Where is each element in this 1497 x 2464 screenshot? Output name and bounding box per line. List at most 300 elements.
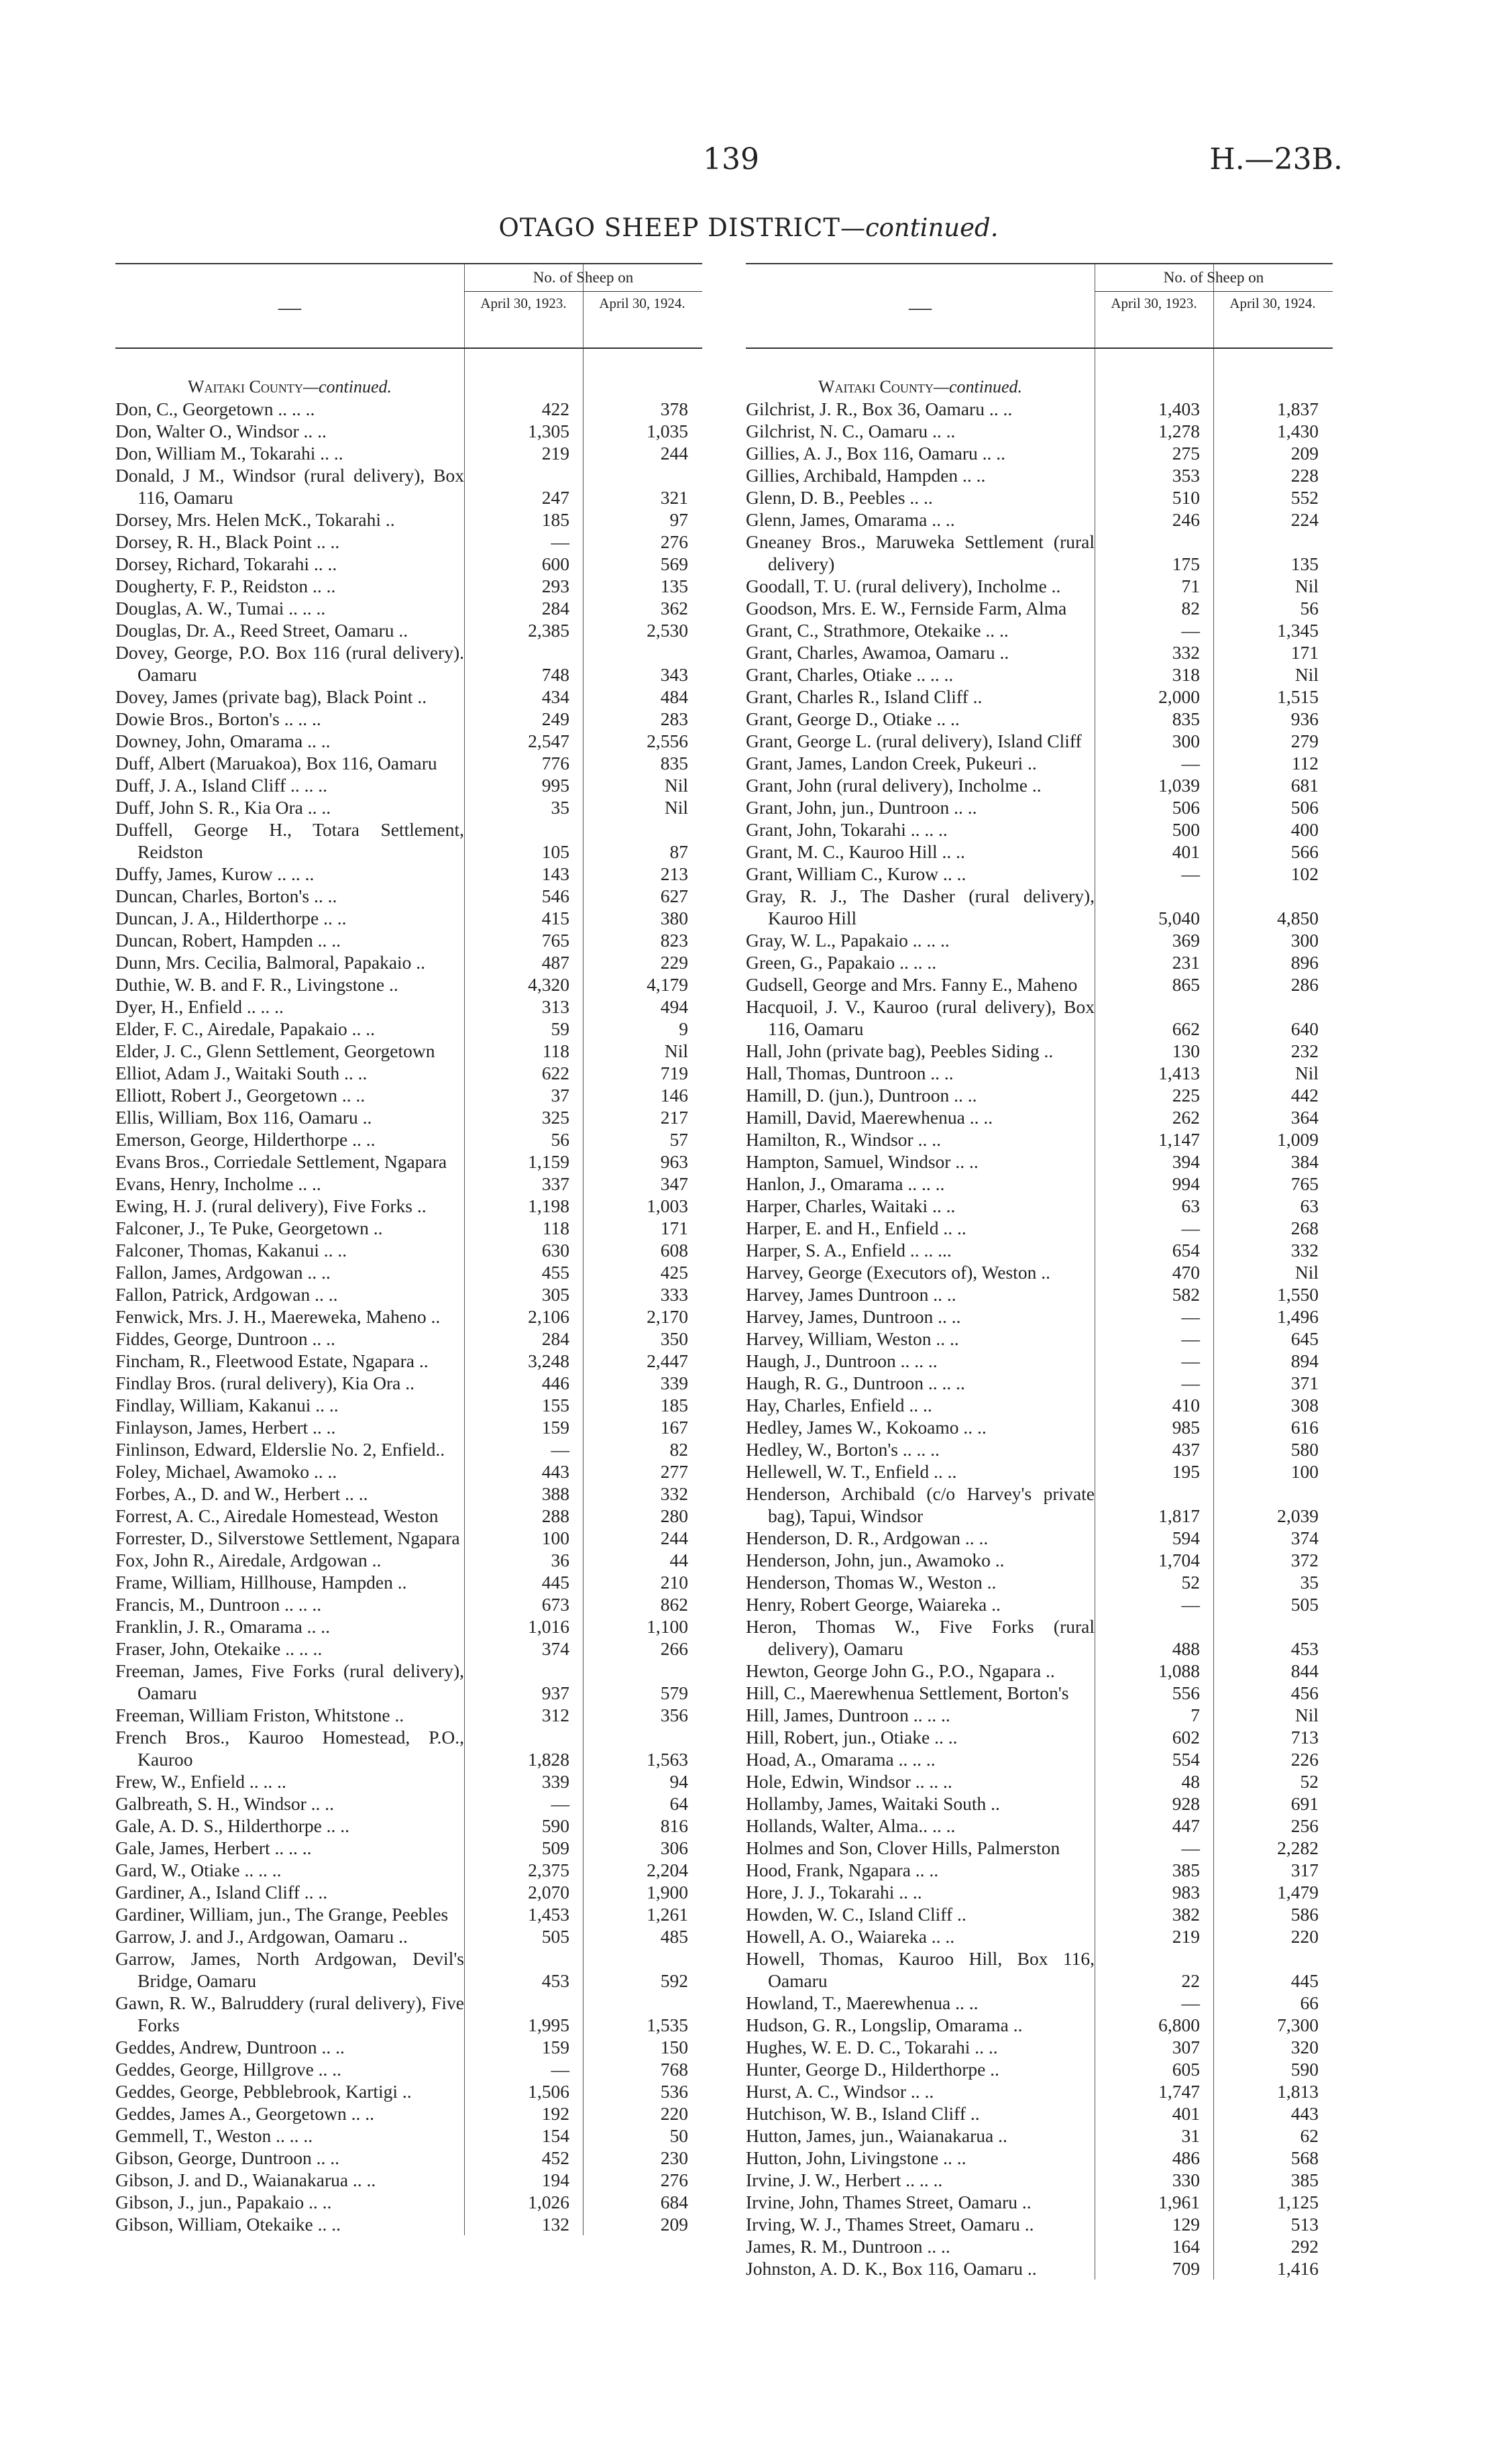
table-row	[115, 1792, 702, 1815]
owner-name: Francis, M., Duntroon .. .. ..	[115, 1594, 322, 1615]
sheep-1924: 277	[660, 1461, 688, 1482]
table-row	[746, 1815, 1333, 1837]
sheep-1924: 171	[660, 1218, 688, 1238]
table-row	[115, 1372, 702, 1394]
owner-name: Glenn, D. B., Peebles .. ..	[746, 487, 933, 508]
owner-name: Duffell, George H., Totara Settlement, Reidston	[115, 819, 464, 862]
owner-name: Dorsey, R. H., Black Point .. ..	[115, 531, 340, 552]
owner-name: Grant, M. C., Kauroo Hill .. ..	[746, 841, 965, 862]
sheep-1924: 506	[1290, 797, 1319, 818]
sheep-1924: 171	[1290, 642, 1319, 663]
table-row	[746, 1903, 1333, 1925]
sheep-1923: 776	[541, 753, 569, 773]
sheep-1924: 112	[1291, 753, 1319, 773]
owner-name: Hampton, Samuel, Windsor .. ..	[746, 1151, 979, 1172]
table-row	[115, 730, 702, 752]
section-name: Waitaki County	[818, 377, 934, 396]
sheep-1924: 320	[1290, 2037, 1319, 2057]
sheep-1924: 2,447	[647, 1350, 688, 1371]
sheep-1923: 928	[1172, 1793, 1200, 1814]
sheep-count-group-header: No. of Sheep on	[464, 264, 702, 292]
owner-name: Elder, F. C., Airedale, Papakaio .. ..	[115, 1018, 375, 1039]
owner-name: Gibson, J. and D., Waianakarua .. ..	[115, 2170, 376, 2190]
sheep-1923: —	[1181, 1373, 1200, 1393]
sheep-1924: 719	[660, 1063, 688, 1083]
owner-name: Goodall, T. U. (rural delivery), Incholme ..	[746, 576, 1061, 596]
table-row	[115, 575, 702, 597]
table-row	[746, 2235, 1333, 2257]
sheep-1924: 443	[1290, 2103, 1319, 2124]
owner-name: Hood, Frank, Ngapara .. ..	[746, 1860, 939, 1880]
owner-name: Harper, E. and H., Enfield .. ..	[746, 1218, 966, 1238]
table-row	[746, 2080, 1333, 2102]
sheep-1924: 456	[1290, 1682, 1319, 1703]
sheep-1924: 87	[669, 841, 688, 862]
owner-name: Grant, Charles R., Island Cliff ..	[746, 686, 983, 707]
owner-name: Gale, James, Herbert .. .. ..	[115, 1837, 312, 1858]
sheep-1924: 276	[660, 2170, 688, 2190]
sheep-1923: —	[1181, 620, 1200, 641]
sheep-1923: 470	[1172, 1262, 1200, 1283]
sheep-1923: 22	[1181, 1970, 1200, 1991]
sheep-1924: 1,515	[1277, 686, 1319, 707]
table-row	[746, 951, 1333, 973]
owner-name: Evans, Henry, Incholme .. ..	[115, 1173, 321, 1194]
sheep-1924: 362	[660, 598, 688, 619]
table-row	[746, 619, 1333, 641]
sheep-1924: 66	[1300, 1992, 1319, 2013]
table-row	[115, 420, 702, 442]
table-row	[115, 2102, 702, 2125]
sheep-1923: —	[1181, 863, 1200, 884]
table-row	[115, 1217, 702, 1239]
page-number: 139	[703, 142, 759, 176]
sheep-1923: 155	[541, 1395, 569, 1415]
owner-name: Dyer, H., Enfield .. .. ..	[115, 996, 284, 1017]
sheep-1924: 280	[660, 1505, 688, 1526]
owner-name: Fincham, R., Fleetwood Estate, Ngapara ..	[115, 1350, 429, 1371]
sheep-1924: Nil	[1294, 1262, 1319, 1283]
owner-name: Fallon, Patrick, Ardgowan .. ..	[115, 1284, 338, 1305]
owner-name: Harvey, William, Weston .. ..	[746, 1328, 959, 1349]
sheep-1923: 453	[541, 1970, 569, 1991]
table-body	[115, 349, 702, 2235]
sheep-1924: 268	[1290, 1218, 1319, 1238]
table-row	[746, 1195, 1333, 1217]
sheep-1923: 249	[541, 708, 569, 729]
owner-name: Hall, John (private bag), Peebles Siding ..	[746, 1040, 1054, 1061]
owner-name: Hill, Robert, jun., Otiake .. ..	[746, 1727, 958, 1748]
right-table	[746, 263, 1333, 2280]
section-heading	[115, 376, 464, 398]
sheep-1923: 506	[1172, 797, 1200, 818]
sheep-1924: 645	[1290, 1328, 1319, 1349]
sheep-1924: 1,813	[1277, 2081, 1319, 2102]
table-row	[115, 1615, 702, 1638]
owner-name: Gemmell, T., Weston .. .. ..	[115, 2125, 313, 2146]
table-row	[115, 774, 702, 796]
owner-name: Fraser, John, Otekaike .. .. ..	[115, 1638, 323, 1659]
table-row	[115, 553, 702, 575]
sheep-count-group-header: No. of Sheep on	[1095, 264, 1333, 292]
sheep-1924: 1,535	[647, 2015, 688, 2035]
sheep-1924: 256	[1290, 1815, 1319, 1836]
table-row	[746, 1084, 1333, 1106]
sheep-1924: 306	[660, 1837, 688, 1858]
sheep-1923: 1,413	[1158, 1063, 1200, 1083]
owner-name: Gibson, J., jun., Papakaio .. ..	[115, 2192, 332, 2212]
table-row	[746, 597, 1333, 619]
owner-name: Forrest, A. C., Airedale Homestead, Weston	[115, 1505, 439, 1526]
owner-name: Gray, W. L., Papakaio .. .. ..	[746, 930, 950, 951]
owner-name: Hedley, W., Borton's .. .. ..	[746, 1439, 940, 1460]
table-row	[115, 1394, 702, 1416]
table-row	[115, 442, 702, 464]
owner-name: Garrow, James, North Ardgowan, Devil's Bridge, Oamaru	[115, 1948, 464, 1991]
owner-name: Dorsey, Richard, Tokarahi .. ..	[115, 553, 337, 574]
table-row	[115, 907, 702, 929]
sheep-1923: 2,070	[528, 1882, 569, 1903]
owner-name: Ewing, H. J. (rural delivery), Five Forks ..	[115, 1195, 427, 1216]
table-row	[115, 1350, 702, 1372]
owner-name: Hacquoil, J. V., Kauroo (rural delivery), Box 116, Oamaru	[746, 996, 1095, 1039]
sheep-1923: 1,704	[1158, 1550, 1200, 1570]
table-row	[115, 2147, 702, 2169]
sheep-1923: 446	[541, 1373, 569, 1393]
sheep-1923: —	[1181, 1992, 1200, 2013]
owner-name: Hore, J. J., Tokarahi .. ..	[746, 1882, 922, 1903]
table-row	[115, 2080, 702, 2102]
owner-name: Dovey, James (private bag), Black Point ..	[115, 686, 427, 707]
owner-name: Irving, W. J., Thames Street, Oamaru ..	[746, 2214, 1034, 2235]
table-row	[746, 1859, 1333, 1881]
sheep-1923: 505	[541, 1926, 569, 1947]
sheep-1924: 229	[660, 952, 688, 973]
sheep-1924: 442	[1290, 1085, 1319, 1106]
sheep-1923: 1,995	[528, 2015, 569, 2035]
owner-name: Hutton, John, Livingstone .. ..	[746, 2147, 966, 2168]
owner-name: Gudsell, George and Mrs. Fanny E., Maheno	[746, 974, 1078, 995]
sheep-1923: 35	[551, 797, 569, 818]
owner-name: Gibson, William, Otekaike .. ..	[115, 2214, 341, 2235]
owner-name: Hollamby, James, Waitaki South ..	[746, 1793, 1000, 1814]
table-row	[746, 442, 1333, 464]
table-row	[746, 686, 1333, 708]
owner-name: Harper, S. A., Enfield .. .. ...	[746, 1240, 952, 1261]
sheep-1923: 445	[541, 1572, 569, 1593]
owner-name: Gray, R. J., The Dasher (rural delivery), Kauroo Hill	[746, 886, 1095, 928]
owner-name: Hamill, David, Maerewhenua .. ..	[746, 1107, 993, 1128]
owner-name: Grant, C., Strathmore, Otekaike .. ..	[746, 620, 1009, 641]
owner-name: Harvey, James, Duntroon .. ..	[746, 1306, 961, 1327]
table-row	[746, 1660, 1333, 1682]
table-row	[115, 996, 702, 1018]
sheep-1923: 5,040	[1158, 908, 1200, 928]
table-row	[115, 1040, 702, 1062]
sheep-1923: 455	[541, 1262, 569, 1283]
table-row	[746, 2257, 1333, 2280]
owner-name: Emerson, George, Hilderthorpe .. ..	[115, 1129, 376, 1150]
sheep-1924: 232	[1290, 1040, 1319, 1061]
owner-name: Frame, William, Hillhouse, Hampden ..	[115, 1572, 407, 1593]
owner-name: Fox, John R., Airedale, Ardgowan ..	[115, 1550, 382, 1570]
sheep-1923: 275	[1172, 443, 1200, 464]
sheep-1924: Nil	[664, 797, 688, 818]
sheep-1923: —	[1181, 1837, 1200, 1858]
table-row	[746, 1305, 1333, 1328]
table-row	[115, 641, 702, 686]
table-row	[746, 1549, 1333, 1571]
sheep-1923: 305	[541, 1284, 569, 1305]
sheep-1924: 580	[1290, 1439, 1319, 1460]
table-row	[746, 2213, 1333, 2235]
sheep-1924: 1,009	[1277, 1129, 1319, 1150]
sheep-1923: 195	[1172, 1461, 1200, 1482]
owner-name: Irvine, J. W., Herbert .. .. ..	[746, 2170, 943, 2190]
owner-name: Forrester, D., Silverstowe Settlement, Ngapara	[115, 1528, 460, 1548]
table-row	[746, 841, 1333, 863]
owner-name: Hughes, W. E. D. C., Tokarahi .. ..	[746, 2037, 998, 2057]
sheep-1924: 332	[660, 1483, 688, 1504]
owner-name: Duthie, W. B. and F. R., Livingstone ..	[115, 974, 398, 995]
table-row	[746, 1239, 1333, 1261]
sheep-1924: 57	[669, 1129, 688, 1150]
column-header-1924: April 30, 1924.	[1229, 295, 1316, 311]
owner-name: Geddes, Andrew, Duntroon .. ..	[115, 2037, 345, 2057]
owner-name: Douglas, Dr. A., Reed Street, Oamaru ..	[115, 620, 408, 641]
sheep-1924: 684	[660, 2192, 688, 2212]
sheep-1923: 143	[541, 863, 569, 884]
table-body	[746, 349, 1333, 2280]
sheep-1923: 995	[541, 775, 569, 796]
table-row	[115, 1173, 702, 1195]
sheep-1923: 2,385	[528, 620, 569, 641]
sheep-1923: 622	[541, 1063, 569, 1083]
sheep-1923: 452	[541, 2147, 569, 2168]
sheep-1924: 765	[1290, 1173, 1319, 1194]
sheep-1924: 356	[660, 1705, 688, 1725]
sheep-1923: 1,026	[528, 2192, 569, 2212]
sheep-1923: 2,375	[528, 1860, 569, 1880]
table-row	[746, 1173, 1333, 1195]
sheep-1924: 167	[660, 1417, 688, 1438]
table-row	[115, 1483, 702, 1505]
sheep-1924: 102	[1290, 863, 1319, 884]
table-row	[746, 1792, 1333, 1815]
sheep-1923: 2,106	[528, 1306, 569, 1327]
owner-name: Dorsey, Mrs. Helen McK., Tokarahi ..	[115, 509, 395, 530]
owner-name: Hedley, James W., Kokoamo .. ..	[746, 1417, 987, 1438]
owner-name: Finlinson, Edward, Elderslie No. 2, Enfield..	[115, 1439, 445, 1460]
sheep-1923: 415	[541, 908, 569, 928]
table-row	[115, 951, 702, 973]
table-row	[746, 1615, 1333, 1660]
owner-name: Hoad, A., Omarama .. .. ..	[746, 1749, 936, 1770]
table-row	[746, 996, 1333, 1040]
table-row	[115, 796, 702, 818]
sheep-1924: 244	[660, 1528, 688, 1548]
owner-name: Henry, Robert George, Waiareka ..	[746, 1594, 1001, 1615]
owner-name: Hamill, D. (jun.), Duntroon .. ..	[746, 1085, 977, 1106]
sheep-1924: 963	[660, 1151, 688, 1172]
sheep-1924: 453	[1290, 1638, 1319, 1659]
sheep-1924: 224	[1290, 509, 1319, 530]
sheep-1924: Nil	[1294, 576, 1319, 596]
table-row	[115, 2058, 702, 2080]
sheep-1924: 1,479	[1277, 1882, 1319, 1903]
sheep-1924: 2,282	[1277, 1837, 1319, 1858]
owner-name: Hole, Edwin, Windsor .. .. ..	[746, 1771, 952, 1792]
table-row	[115, 1084, 702, 1106]
table-row	[746, 1261, 1333, 1283]
sheep-1923: —	[551, 1793, 569, 1814]
table-row	[746, 1328, 1333, 1350]
sheep-1923: 325	[541, 1107, 569, 1128]
sheep-1924: 135	[660, 576, 688, 596]
table-row	[746, 774, 1333, 796]
sheep-1924: Nil	[1294, 1705, 1319, 1725]
sheep-1923: 175	[1172, 553, 1200, 574]
sheep-1923: 307	[1172, 2037, 1200, 2057]
owner-name: James, R. M., Duntroon .. ..	[746, 2236, 950, 2257]
table-row	[746, 1217, 1333, 1239]
table-row	[115, 1239, 702, 1261]
sheep-1923: 52	[1181, 1572, 1200, 1593]
table-row	[746, 2036, 1333, 2058]
owner-name: Henderson, Thomas W., Weston ..	[746, 1572, 997, 1593]
owner-name: Falconer, J., Te Puke, Georgetown ..	[115, 1218, 383, 1238]
owner-name: Frew, W., Enfield .. .. ..	[115, 1771, 286, 1792]
table-row	[746, 1837, 1333, 1859]
owner-name: Harvey, James Duntroon .. ..	[746, 1284, 956, 1305]
owner-name: Grant, William C., Kurow .. ..	[746, 863, 966, 884]
sheep-1923: 600	[541, 553, 569, 574]
table-row	[746, 708, 1333, 730]
table-row	[115, 1704, 702, 1726]
sheep-1923: 865	[1172, 974, 1200, 995]
report-code: H.—23B.	[1209, 142, 1343, 176]
owner-name: Hunter, George D., Hilderthorpe ..	[746, 2059, 999, 2080]
sheep-1924: 82	[669, 1439, 688, 1460]
owner-name: Don, C., Georgetown .. .. ..	[115, 398, 315, 419]
sheep-1923: 1,016	[528, 1616, 569, 1637]
sheep-1923: 339	[541, 1771, 569, 1792]
sheep-1924: 862	[660, 1594, 688, 1615]
sheep-1923: 337	[541, 1173, 569, 1194]
sheep-1924: 835	[660, 753, 688, 773]
owner-name: Hill, C., Maerewhenua Settlement, Borton's	[746, 1682, 1069, 1703]
sheep-1923: 56	[551, 1129, 569, 1150]
table-row	[746, 1416, 1333, 1438]
table-row	[115, 2125, 702, 2147]
sheep-1923: 82	[1181, 598, 1200, 619]
column-header-1923: April 30, 1923.	[480, 295, 567, 311]
sheep-1923: 590	[541, 1815, 569, 1836]
sheep-1923: —	[1181, 1306, 1200, 1327]
sheep-1923: 246	[1172, 509, 1200, 530]
sheep-1923: 318	[1172, 664, 1200, 685]
sheep-1923: 594	[1172, 1528, 1200, 1548]
owner-name: Fenwick, Mrs. J. H., Maereweka, Maheno ..	[115, 1306, 441, 1327]
owner-name: Hall, Thomas, Duntroon .. ..	[746, 1063, 954, 1083]
sheep-1924: 1,563	[647, 1749, 688, 1770]
table-row	[115, 1660, 702, 1704]
table-row	[115, 1062, 702, 1084]
table-row	[115, 2191, 702, 2213]
sheep-1923: 388	[541, 1483, 569, 1504]
sheep-1923: 630	[541, 1240, 569, 1261]
sheep-1924: 226	[1290, 1749, 1319, 1770]
owner-name: Howell, A. O., Waiareka .. ..	[746, 1926, 955, 1947]
table-row	[746, 575, 1333, 597]
section-name: Waitaki County	[187, 377, 303, 396]
table-row	[746, 1770, 1333, 1792]
sheep-1924: 485	[660, 1926, 688, 1947]
sheep-1924: 210	[660, 1572, 688, 1593]
sheep-1924: 62	[1300, 2125, 1319, 2146]
sheep-1924: 936	[1290, 708, 1319, 729]
owner-name: Findlay, William, Kakanui .. ..	[115, 1395, 339, 1415]
sheep-1924: Nil	[1294, 1063, 1319, 1083]
table-row	[115, 973, 702, 996]
sheep-1923: 1,817	[1158, 1505, 1200, 1526]
sheep-1924: 230	[660, 2147, 688, 2168]
section-suffix: —continued.	[302, 377, 392, 396]
sheep-1923: —	[551, 531, 569, 552]
table-row	[746, 1704, 1333, 1726]
table-row	[115, 863, 702, 885]
sheep-1923: 556	[1172, 1682, 1200, 1703]
table-row	[115, 752, 702, 774]
owner-name: Henderson, John, jun., Awamoko ..	[746, 1550, 1005, 1570]
sheep-1923: 3,248	[528, 1350, 569, 1371]
sheep-1924: 681	[1290, 775, 1319, 796]
table-row	[746, 1128, 1333, 1150]
sheep-1923: 385	[1172, 1860, 1200, 1880]
owner-name: Grant, John, Tokarahi .. .. ..	[746, 819, 948, 840]
table-row	[115, 2036, 702, 2058]
sheep-1924: 586	[1290, 1904, 1319, 1925]
owner-name: Foley, Michael, Awamoko .. ..	[115, 1461, 337, 1482]
sheep-1924: 590	[1290, 2059, 1319, 2080]
name-column-header: —	[909, 295, 932, 320]
sheep-1923: 1,828	[528, 1749, 569, 1770]
sheep-1923: —	[551, 1439, 569, 1460]
sheep-1924: 844	[1290, 1660, 1319, 1681]
sheep-1924: 63	[1300, 1195, 1319, 1216]
owner-name: Fiddes, George, Duntroon .. ..	[115, 1328, 335, 1349]
sheep-1923: 582	[1172, 1284, 1200, 1305]
sheep-1924: 364	[1290, 1107, 1319, 1128]
sheep-1923: 1,305	[528, 421, 569, 441]
owner-name: Finlayson, James, Herbert .. ..	[115, 1417, 336, 1438]
table-row	[746, 531, 1333, 575]
sheep-1924: 592	[660, 1970, 688, 1991]
sheep-1924: 627	[660, 886, 688, 906]
owner-name: Hurst, A. C., Windsor .. ..	[746, 2081, 934, 2102]
owner-name: Henderson, D. R., Ardgowan .. ..	[746, 1528, 989, 1548]
sheep-1924: 608	[660, 1240, 688, 1261]
sheep-1923: 983	[1172, 1882, 1200, 1903]
table-row	[115, 1305, 702, 1328]
owner-name: Franklin, J. R., Omarama .. ..	[115, 1616, 331, 1637]
owner-name: Gibson, George, Duntroon .. ..	[115, 2147, 340, 2168]
name-column-header: —	[278, 295, 301, 320]
sheep-1924: 300	[1290, 930, 1319, 951]
table-row	[746, 1040, 1333, 1062]
table-row	[746, 730, 1333, 752]
owner-name: Gilchrist, J. R., Box 36, Oamaru .. ..	[746, 398, 1013, 419]
